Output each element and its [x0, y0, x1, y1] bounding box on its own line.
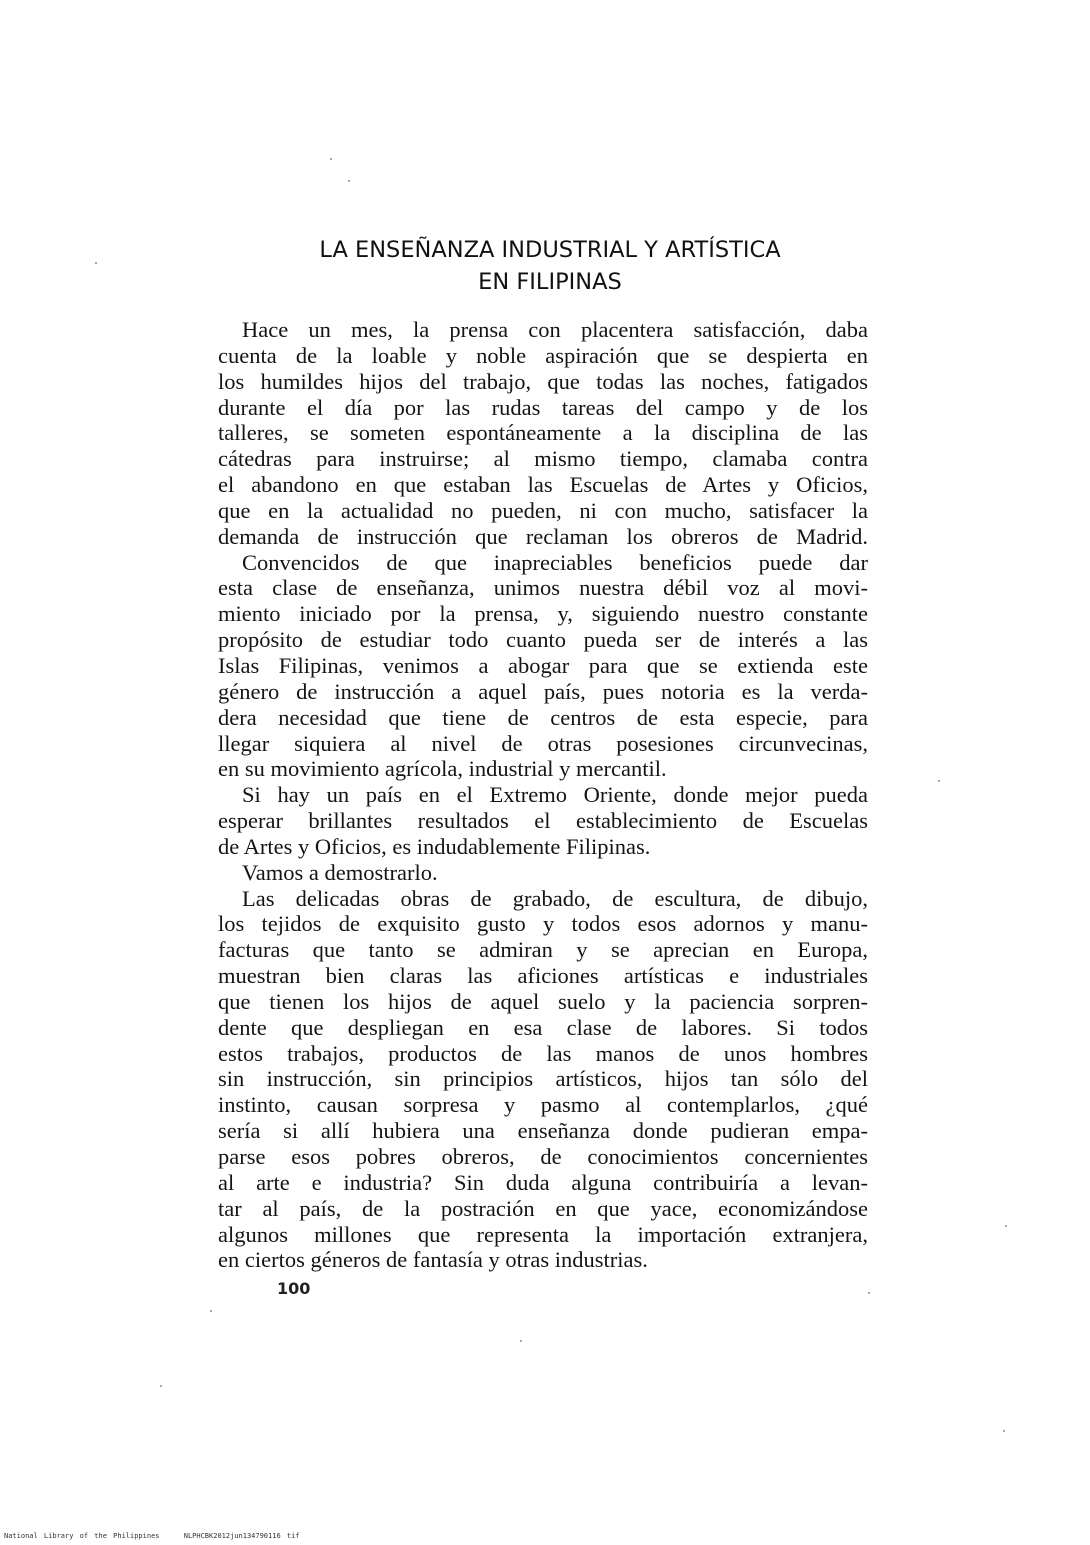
text-line: de Artes y Oficios, es indudablemente Filipinas.: [218, 833, 651, 859]
paragraph-5: [218, 886, 868, 1274]
text-line: el abandono en que estaban las Escuelas de Artes y Oficios,: [218, 472, 868, 498]
text-line: facturas que tanto se admiran y se aprecian en Europa,: [218, 937, 868, 963]
text-line: los tejidos de exquisito gusto y todos esos adornos y manu-: [218, 911, 868, 937]
text-line: muestran bien claras las aficiones artísticas e industriales: [218, 963, 868, 989]
text-line: cuenta de la loable y noble aspiración que se despierta en: [218, 342, 868, 368]
title-line-1: LA ENSEÑANZA INDUSTRIAL Y ARTÍSTICA: [319, 237, 781, 263]
text-line: que tienen los hijos de aquel suelo y la paciencia sorpren-: [218, 988, 868, 1014]
scan-speck: [160, 1385, 162, 1387]
text-line: llegar siquiera al nivel de otras posesiones circunvecinas,: [218, 730, 868, 756]
text-line: propósito de estudiar todo cuanto pueda ser de interés a las: [218, 627, 868, 653]
scan-speck: [520, 1340, 522, 1342]
article-title: [240, 234, 860, 298]
scan-speck: [95, 262, 97, 264]
text-line: Vamos a demostrarlo.: [242, 859, 438, 885]
text-line: sin instrucción, sin principios artísticos, hijos tan sólo del: [218, 1066, 868, 1092]
paragraph-1: [218, 317, 868, 550]
text-line: género de instrucción a aquel país, pues notoria es la verda-: [218, 678, 868, 704]
page-number: 100: [277, 1279, 311, 1298]
text-line: Si hay un país en el Extremo Oriente, donde mejor pueda: [242, 782, 868, 808]
scan-speck: [348, 180, 350, 182]
article-body: [218, 317, 868, 1273]
text-line: Las delicadas obras de grabado, de escultura, de dibujo,: [242, 885, 868, 911]
text-line: sería si allí hubiera una enseñanza donde pudieran empa-: [218, 1118, 868, 1144]
title-line-2: EN FILIPINAS: [478, 269, 622, 295]
text-line: Convencidos de que inapreciables beneficios puede dar: [242, 549, 868, 575]
text-line: esta clase de enseñanza, unimos nuestra débil voz al movi-: [218, 575, 868, 601]
text-line: talleres, se someten espontáneamente a la disciplina de las: [218, 420, 868, 446]
paragraph-2: [218, 550, 868, 783]
text-line: los humildes hijos del trabajo, que todas las noches, fatigados: [218, 368, 868, 394]
paragraph-3: [218, 782, 868, 860]
scan-speck: [330, 158, 332, 160]
text-line: tar al país, de la postración en que yace, economizándose: [218, 1195, 868, 1221]
scan-speck: [868, 1292, 870, 1294]
scan-speck: [1005, 1225, 1007, 1227]
text-line: en ciertos géneros de fantasía y otras industrias.: [218, 1247, 648, 1273]
text-line: en su movimiento agrícola, industrial y mercantil.: [218, 756, 667, 782]
text-line: instinto, causan sorpresa y pasmo al contemplarlos, ¿qué: [218, 1092, 868, 1118]
text-line: que en la actualidad no pueden, ni con mucho, satisfacer la: [218, 497, 868, 523]
scan-file-id: NLPHCBK2012jun134790116 tif: [183, 1532, 300, 1540]
text-line: dente que despliegan en esa clase de labores. Si todos: [218, 1014, 868, 1040]
text-line: Hace un mes, la prensa con placentera satisfacción, daba: [242, 317, 868, 342]
text-line: algunos millones que representa la importación extranjera,: [218, 1221, 868, 1247]
text-line: parse esos pobres obreros, de conocimientos concernientes: [218, 1144, 868, 1169]
text-line: al arte e industria? Sin duda alguna contribuiría a levan-: [218, 1169, 868, 1195]
text-line: dera necesidad que tiene de centros de esta especie, para: [218, 704, 868, 730]
text-line: estos trabajos, productos de las manos de unos hombres: [218, 1040, 868, 1066]
scan-speck: [210, 1310, 212, 1312]
text-line: esperar brillantes resultados el establecimiento de Escuelas: [218, 808, 868, 834]
paragraph-4: [218, 860, 868, 886]
text-line: durante el día por las rudas tareas del campo y de los: [218, 394, 868, 420]
text-line: demanda de instrucción que reclaman los obreros de Madrid.: [218, 523, 868, 549]
text-line: miento iniciado por la prensa, y, siguiendo nuestro constante: [218, 601, 868, 627]
scan-footer: [4, 1532, 318, 1540]
scan-speck: [1003, 1430, 1005, 1432]
text-line: cátedras para instruirse; al mismo tiempo, clamaba contra: [218, 446, 868, 472]
text-line: Islas Filipinas, venimos a abogar para que se extienda este: [218, 652, 868, 678]
scan-speck: [938, 780, 940, 782]
library-credit: National Library of the Philippines: [4, 1532, 160, 1540]
